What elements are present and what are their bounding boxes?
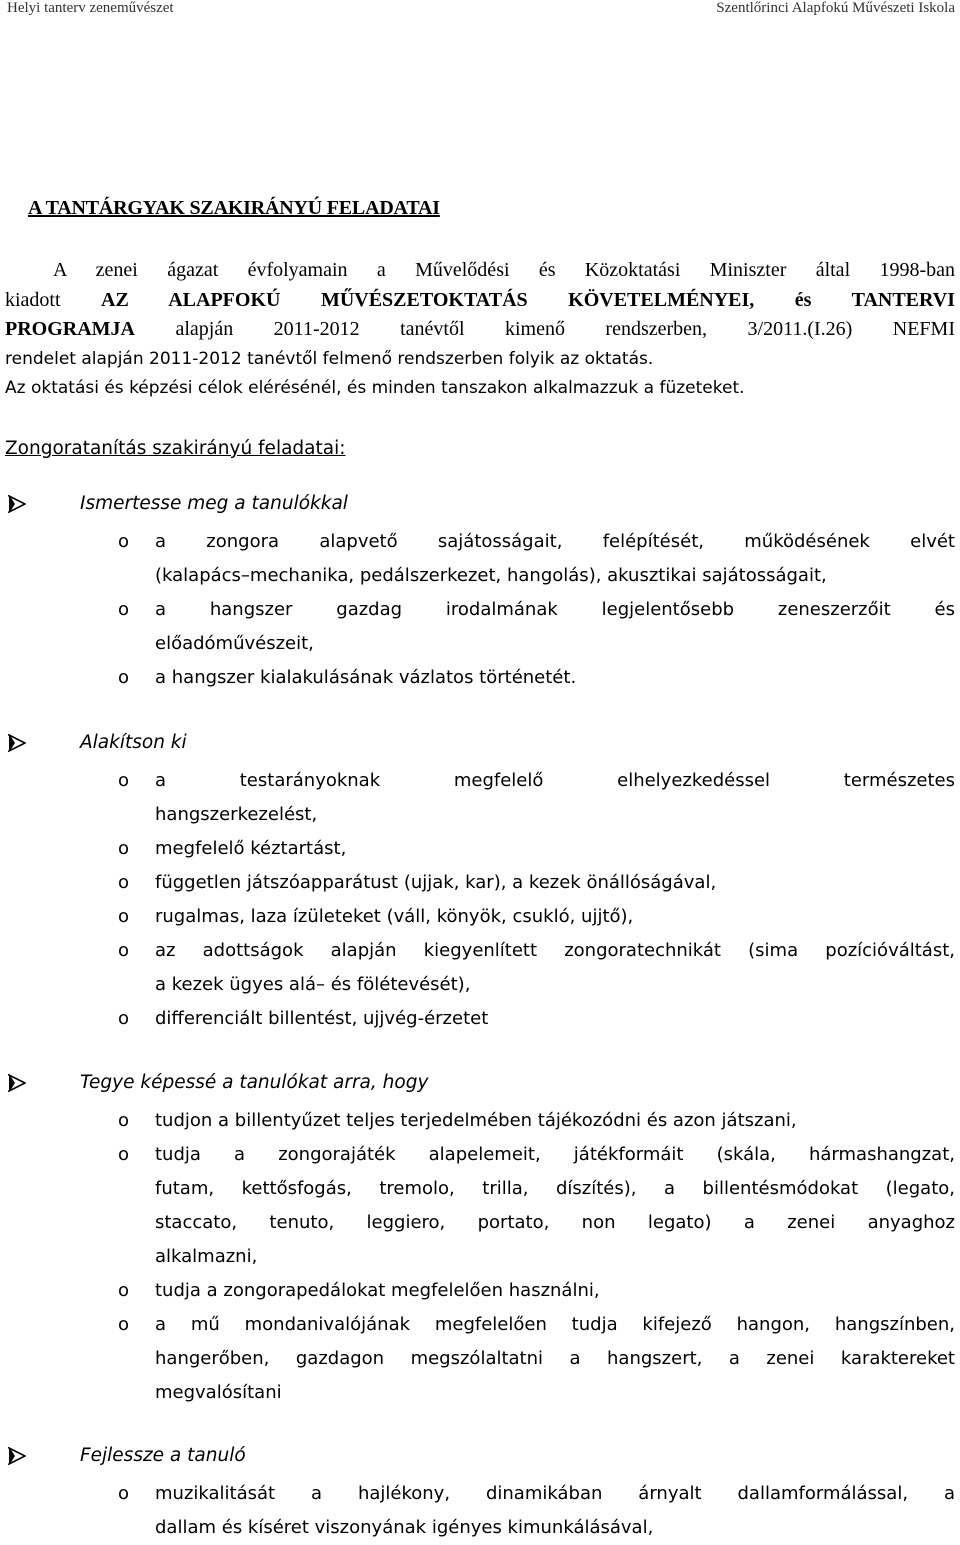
- list-item: [0, 1104, 960, 1138]
- list-item-line: a testarányoknak megfelelő elhelyezkedéssel természetes: [155, 770, 955, 791]
- list-item-marker: o: [118, 1008, 130, 1029]
- list-item: [0, 900, 960, 934]
- list-item: [0, 1477, 960, 1545]
- list-item-line: megfelelő kéztartást,: [155, 838, 347, 859]
- list-item-text: [155, 764, 955, 832]
- bullet-section: [0, 491, 960, 695]
- list-item-marker: o: [118, 1314, 130, 1335]
- list-item-text: [155, 593, 955, 661]
- list-item-line: staccato, tenuto, leggiero, portato, non legato) a zenei anyaghoz: [155, 1212, 955, 1233]
- header-left-text: Helyi tanterv zeneművészet: [7, 0, 174, 16]
- list-item-line: a hangszer kialakulásának vázlatos történetét.: [155, 667, 577, 688]
- intro-line-3a: PROGRAMJA: [5, 318, 135, 340]
- list-item-line: hangszerkezelést,: [155, 804, 318, 825]
- intro-line-5: Az oktatási és képzési célok elérésénél, és minden tanszakon alkalmazzuk a füzeteket.: [5, 378, 745, 398]
- list-item-text: [155, 900, 955, 934]
- bullet-heading: [0, 1070, 960, 1104]
- list-item: [0, 934, 960, 1002]
- list-item-marker: o: [118, 770, 130, 791]
- bullet-label: Alakítson ki: [80, 732, 187, 753]
- list-item: [0, 1138, 960, 1274]
- list-item-line: megvalósítani: [155, 1382, 282, 1403]
- list-item: [0, 866, 960, 900]
- document-title: A TANTÁRGYAK SZAKIRÁNYÚ FELADATAI: [28, 197, 440, 219]
- list-item-marker: o: [118, 1280, 130, 1301]
- list-item-line: a mű mondanivalójának megfelelően tudja kifejező hangon, hangszínben,: [155, 1314, 955, 1335]
- list-item-line: futam, kettősfogás, tremolo, trilla, díszítés), a billentésmódokat (legato,: [155, 1178, 955, 1199]
- list-item-text: [155, 934, 955, 1002]
- bullet-section: [0, 730, 960, 1036]
- arrowhead-bullet-icon: [8, 734, 26, 758]
- arrowhead-bullet-icon: [8, 1074, 26, 1098]
- list-item-line: tudja a zongorapedálokat megfelelően használni,: [155, 1280, 600, 1301]
- list-item-text: [155, 1138, 955, 1274]
- list-item-line: alkalmazni,: [155, 1246, 258, 1267]
- list-item: [0, 593, 960, 661]
- intro-line-2: [5, 286, 955, 316]
- intro-line-2b: AZ ALAPFOKÚ MŰVÉSZETOKTATÁS KÖVETELMÉNYEI, és TANTERVI: [101, 288, 955, 311]
- list-item-marker: o: [118, 872, 130, 893]
- list-item-text: [155, 832, 955, 866]
- list-item-line: a kezek ügyes alá– és fölétevését),: [155, 974, 471, 995]
- arrowhead-bullet-icon: [8, 1447, 26, 1471]
- list-item-text: [155, 525, 955, 593]
- bullet-label: Ismertesse meg a tanulókkal: [80, 493, 348, 514]
- bullet-section: [0, 1443, 960, 1545]
- list-item: [0, 832, 960, 866]
- intro-line-1: A zenei ágazat évfolyamain a Művelődési és Közoktatási Miniszter által 1998-ban: [53, 259, 955, 281]
- list-item-text: [155, 1477, 955, 1545]
- header-right-text: Szentlőrinci Alapfokú Művészeti Iskola: [716, 0, 955, 16]
- list-item: [0, 525, 960, 593]
- arrowhead-bullet-icon: [8, 495, 26, 519]
- list-item: [0, 1274, 960, 1308]
- intro-line-2a: kiadott: [5, 288, 61, 311]
- list-item-text: [155, 866, 955, 900]
- bullet-section: [0, 1070, 960, 1410]
- bullet-heading: [0, 1443, 960, 1477]
- bullet-heading: [0, 730, 960, 764]
- list-item-line: tudjon a billentyűzet teljes terjedelmében tájékozódni és azon játszani,: [155, 1110, 797, 1131]
- list-item-line: rugalmas, laza ízületeket (váll, könyök, csukló, ujjtő),: [155, 906, 634, 927]
- list-item-text: [155, 1274, 955, 1308]
- list-item-marker: o: [118, 667, 130, 688]
- list-item-marker: o: [118, 906, 130, 927]
- list-item-line: differenciált billentést, ujjvég-érzetet: [155, 1008, 489, 1029]
- list-item-line: független játszóapparátust (ujjak, kar), a kezek önállóságával,: [155, 872, 717, 893]
- list-item-text: [155, 1104, 955, 1138]
- list-item-text: [155, 661, 955, 695]
- list-item-text: [155, 1308, 955, 1410]
- list-item-marker: o: [118, 1110, 130, 1131]
- intro-paragraph: [5, 256, 955, 404]
- bullet-heading: [0, 491, 960, 525]
- list-item-marker: o: [118, 838, 130, 859]
- list-item-marker: o: [118, 1144, 130, 1165]
- intro-line-3: [5, 315, 955, 345]
- list-item-line: előadóművészeit,: [155, 633, 314, 654]
- bullet-label: Tegye képessé a tanulókat arra, hogy: [80, 1072, 429, 1093]
- list-item-line: a zongora alapvető sajátosságait, felépítését, működésének elvét: [155, 531, 955, 552]
- list-item-line: muzikalitását a hajlékony, dinamikában árnyalt dallamformálással, a: [155, 1483, 955, 1504]
- list-item: [0, 661, 960, 695]
- list-item-line: (kalapács–mechanika, pedálszerkezet, hangolás), akusztikai sajátosságait,: [155, 565, 827, 586]
- list-item-marker: o: [118, 599, 130, 620]
- bullet-label: Fejlessze a tanuló: [80, 1445, 246, 1466]
- list-item: [0, 1308, 960, 1410]
- list-item-text: [155, 1002, 955, 1036]
- list-item-marker: o: [118, 531, 130, 552]
- list-item: [0, 1002, 960, 1036]
- list-item-marker: o: [118, 1483, 130, 1504]
- list-item-line: hangerőben, gazdagon megszólaltatni a hangszert, a zenei karaktereket: [155, 1348, 955, 1369]
- list-item-line: a hangszer gazdag irodalmának legjelentősebb zeneszerzőit és: [155, 599, 955, 620]
- list-item-line: tudja a zongorajáték alapelemeit, játékformáit (skála, hármashangzat,: [155, 1144, 955, 1165]
- section-heading: Zongoratanítás szakirányú feladatai:: [5, 438, 346, 459]
- list-item: [0, 764, 960, 832]
- list-item-marker: o: [118, 940, 130, 961]
- list-item-line: dallam és kíséret viszonyának igényes kimunkálásával,: [155, 1517, 654, 1538]
- list-item-line: az adottságok alapján kiegyenlített zongoratechnikát (sima pozícióváltást,: [155, 940, 955, 961]
- intro-line-4: rendelet alapján 2011-2012 tanévtől felmenő rendszerben folyik az oktatás.: [5, 348, 654, 369]
- page-header: [0, 0, 960, 22]
- intro-line-3b: alapján 2011-2012 tanévtől kimenő rendszerben, 3/2011.(I.26) NEFMI: [175, 318, 956, 340]
